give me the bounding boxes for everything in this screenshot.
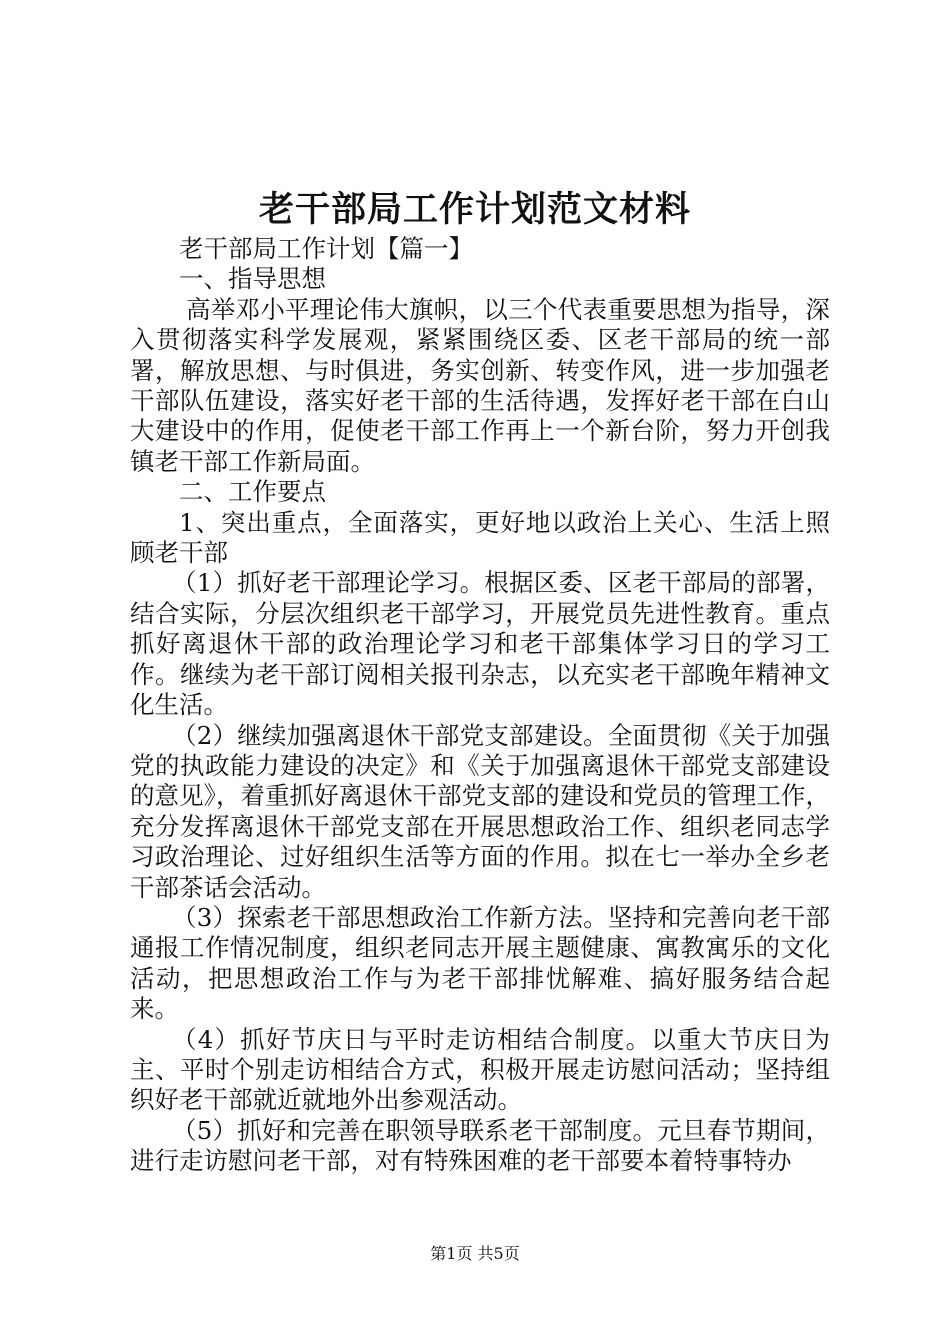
section2-heading: 二、工作要点: [179, 477, 326, 507]
page-number-footer: 第1页 共5页: [430, 1244, 520, 1263]
document-title: 老干部局工作计划范文材料: [258, 189, 691, 230]
document-body: [130, 234, 830, 1177]
item-paragraph-5: （5）抓好和完善在职领导联系老干部制度。元旦春节期间，进行走访慰问老干部，对有特殊困难的老干部要本着特事特办: [130, 1115, 830, 1176]
section1-heading: 一、指导思想: [179, 264, 326, 294]
item-paragraph-2: （2）继续加强离退休干部党支部建设。全面贯彻《关于加强党的执政能力建设的决定》和《关于加强离退休干部党支部建设的意见》，着重抓好离退休干部党支部的建设和党员的管理工作，充分发挥离退休干部党支部在开展思想政治工作、组织老同志学习政治理论、过好组织生活等方面的作用。拟在七一举办全乡老干部茶话会活动。: [130, 720, 830, 902]
item-paragraph-4: （4）抓好节庆日与平时走访相结合制度。以重大节庆日为主、平时个别走访相结合方式，积极开展走访慰问活动；坚持组织好老干部就近就地外出参观活动。: [130, 1024, 830, 1115]
item-paragraph-1: （1）抓好老干部理论学习。根据区委、区老干部局的部署，结合实际，分层次组织老干部学习，开展党员先进性教育。重点抓好离退休干部的政治理论学习和老干部集体学习日的学习工作。继续为老干部订阅相关报刊杂志，以充实老干部晚年精神文化生活。: [130, 568, 830, 720]
document-subtitle: 老干部局工作计划【篇一】: [179, 234, 473, 263]
point1-heading: 1、突出重点，全面落实，更好地以政治上关心、生活上照顾老干部: [130, 507, 830, 568]
item-paragraph-3: （3）探索老干部思想政治工作新方法。坚持和完善向老干部通报工作情况制度，组织老同志开展主题健康、寓教寓乐的文化活动，把思想政治工作与为老干部排忧解难、搞好服务结合起来。: [130, 902, 830, 1024]
section1-paragraph: 高举邓小平理论伟大旗帜，以三个代表重要思想为指导，深入贯彻落实科学发展观，紧紧围绕区委、区老干部局的统一部署，解放思想、与时俱进，务实创新、转变作风，进一步加强老干部队伍建设，落实好老干部的生活待遇，发挥好老干部在白山大建设中的作用，促使老干部工作再上一个新台阶，努力开创我镇老干部工作新局面。: [130, 294, 830, 476]
